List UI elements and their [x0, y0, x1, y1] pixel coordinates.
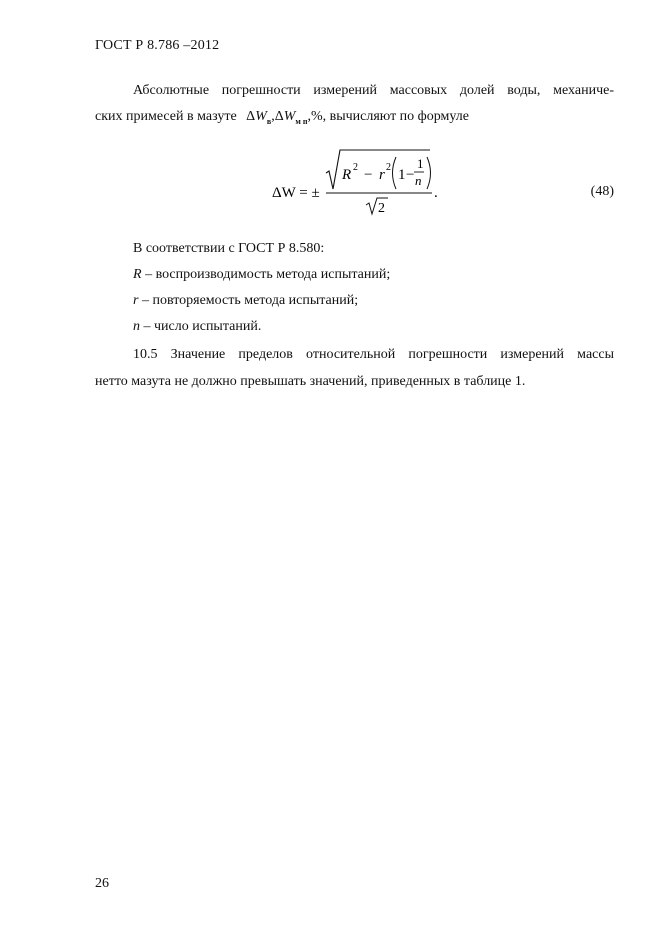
definition-symbol: r: [133, 293, 139, 308]
paragraph-1-line-2-text: ских примесей в мазуте: [95, 109, 237, 124]
page-number: 26: [95, 876, 109, 891]
formula-R-exp: 2: [353, 162, 358, 173]
right-paren: [427, 157, 431, 189]
left-paren: [393, 157, 397, 189]
paragraph-2-line-1: 10.5 Значение пределов относительной погрешности измерений массы: [133, 347, 614, 362]
definition-text: повторяемость метода испытаний;: [152, 293, 359, 308]
formula-r: r: [379, 167, 385, 183]
definition-R: R – воспроизводимость метода испытаний;: [133, 267, 391, 282]
definition-n: n – число испытаний.: [133, 319, 262, 334]
formula-minus-1: −: [364, 167, 373, 183]
definition-text: воспроизводимость метода испытаний;: [155, 267, 391, 282]
paragraph-1-line-1: Абсолютные погрешности измерений массовых долей воды, механиче-: [133, 83, 614, 98]
fraction-denominator: n: [415, 173, 422, 188]
paragraph-1-line-2: ских примесей в мазуте $\Delta W_в,\Delta W_{м п},\%$, вычисляют по формуле: [95, 109, 469, 126]
formula-R: R: [342, 167, 352, 183]
document-header: ГОСТ Р 8.786 –2012: [95, 38, 220, 53]
formula-period: .: [434, 185, 438, 201]
equation-number: (48): [590, 184, 614, 199]
fraction-numerator: 1: [417, 156, 424, 171]
formula-one: 1: [398, 167, 406, 183]
definitions-intro: В соответствии с ГОСТ Р 8.580:: [133, 241, 325, 256]
definition-symbol: n: [133, 319, 140, 334]
paragraph-2-line-2: нетто мазута не должно превышать значений, приведенных в таблице 1.: [95, 374, 526, 389]
symbol-delta-w-water: $\Delta W_в$: [246, 109, 272, 126]
formula-sqrt-arg: 2: [378, 201, 385, 216]
formula-minus-2: −: [406, 167, 415, 183]
definition-symbol: R: [133, 267, 142, 282]
definition-text: число испытаний.: [154, 319, 262, 334]
formula-lhs: ΔW = ±: [272, 185, 320, 201]
definition-r: r – повторяемость метода испытаний;: [133, 293, 359, 308]
paragraph-1-tail: ,%, вычисляют по формуле: [307, 109, 469, 124]
formula-r-exp: 2: [386, 162, 391, 173]
symbol-delta-w-impurities: $\Delta W_{м п}$: [274, 109, 308, 126]
formula-48: [268, 148, 448, 218]
